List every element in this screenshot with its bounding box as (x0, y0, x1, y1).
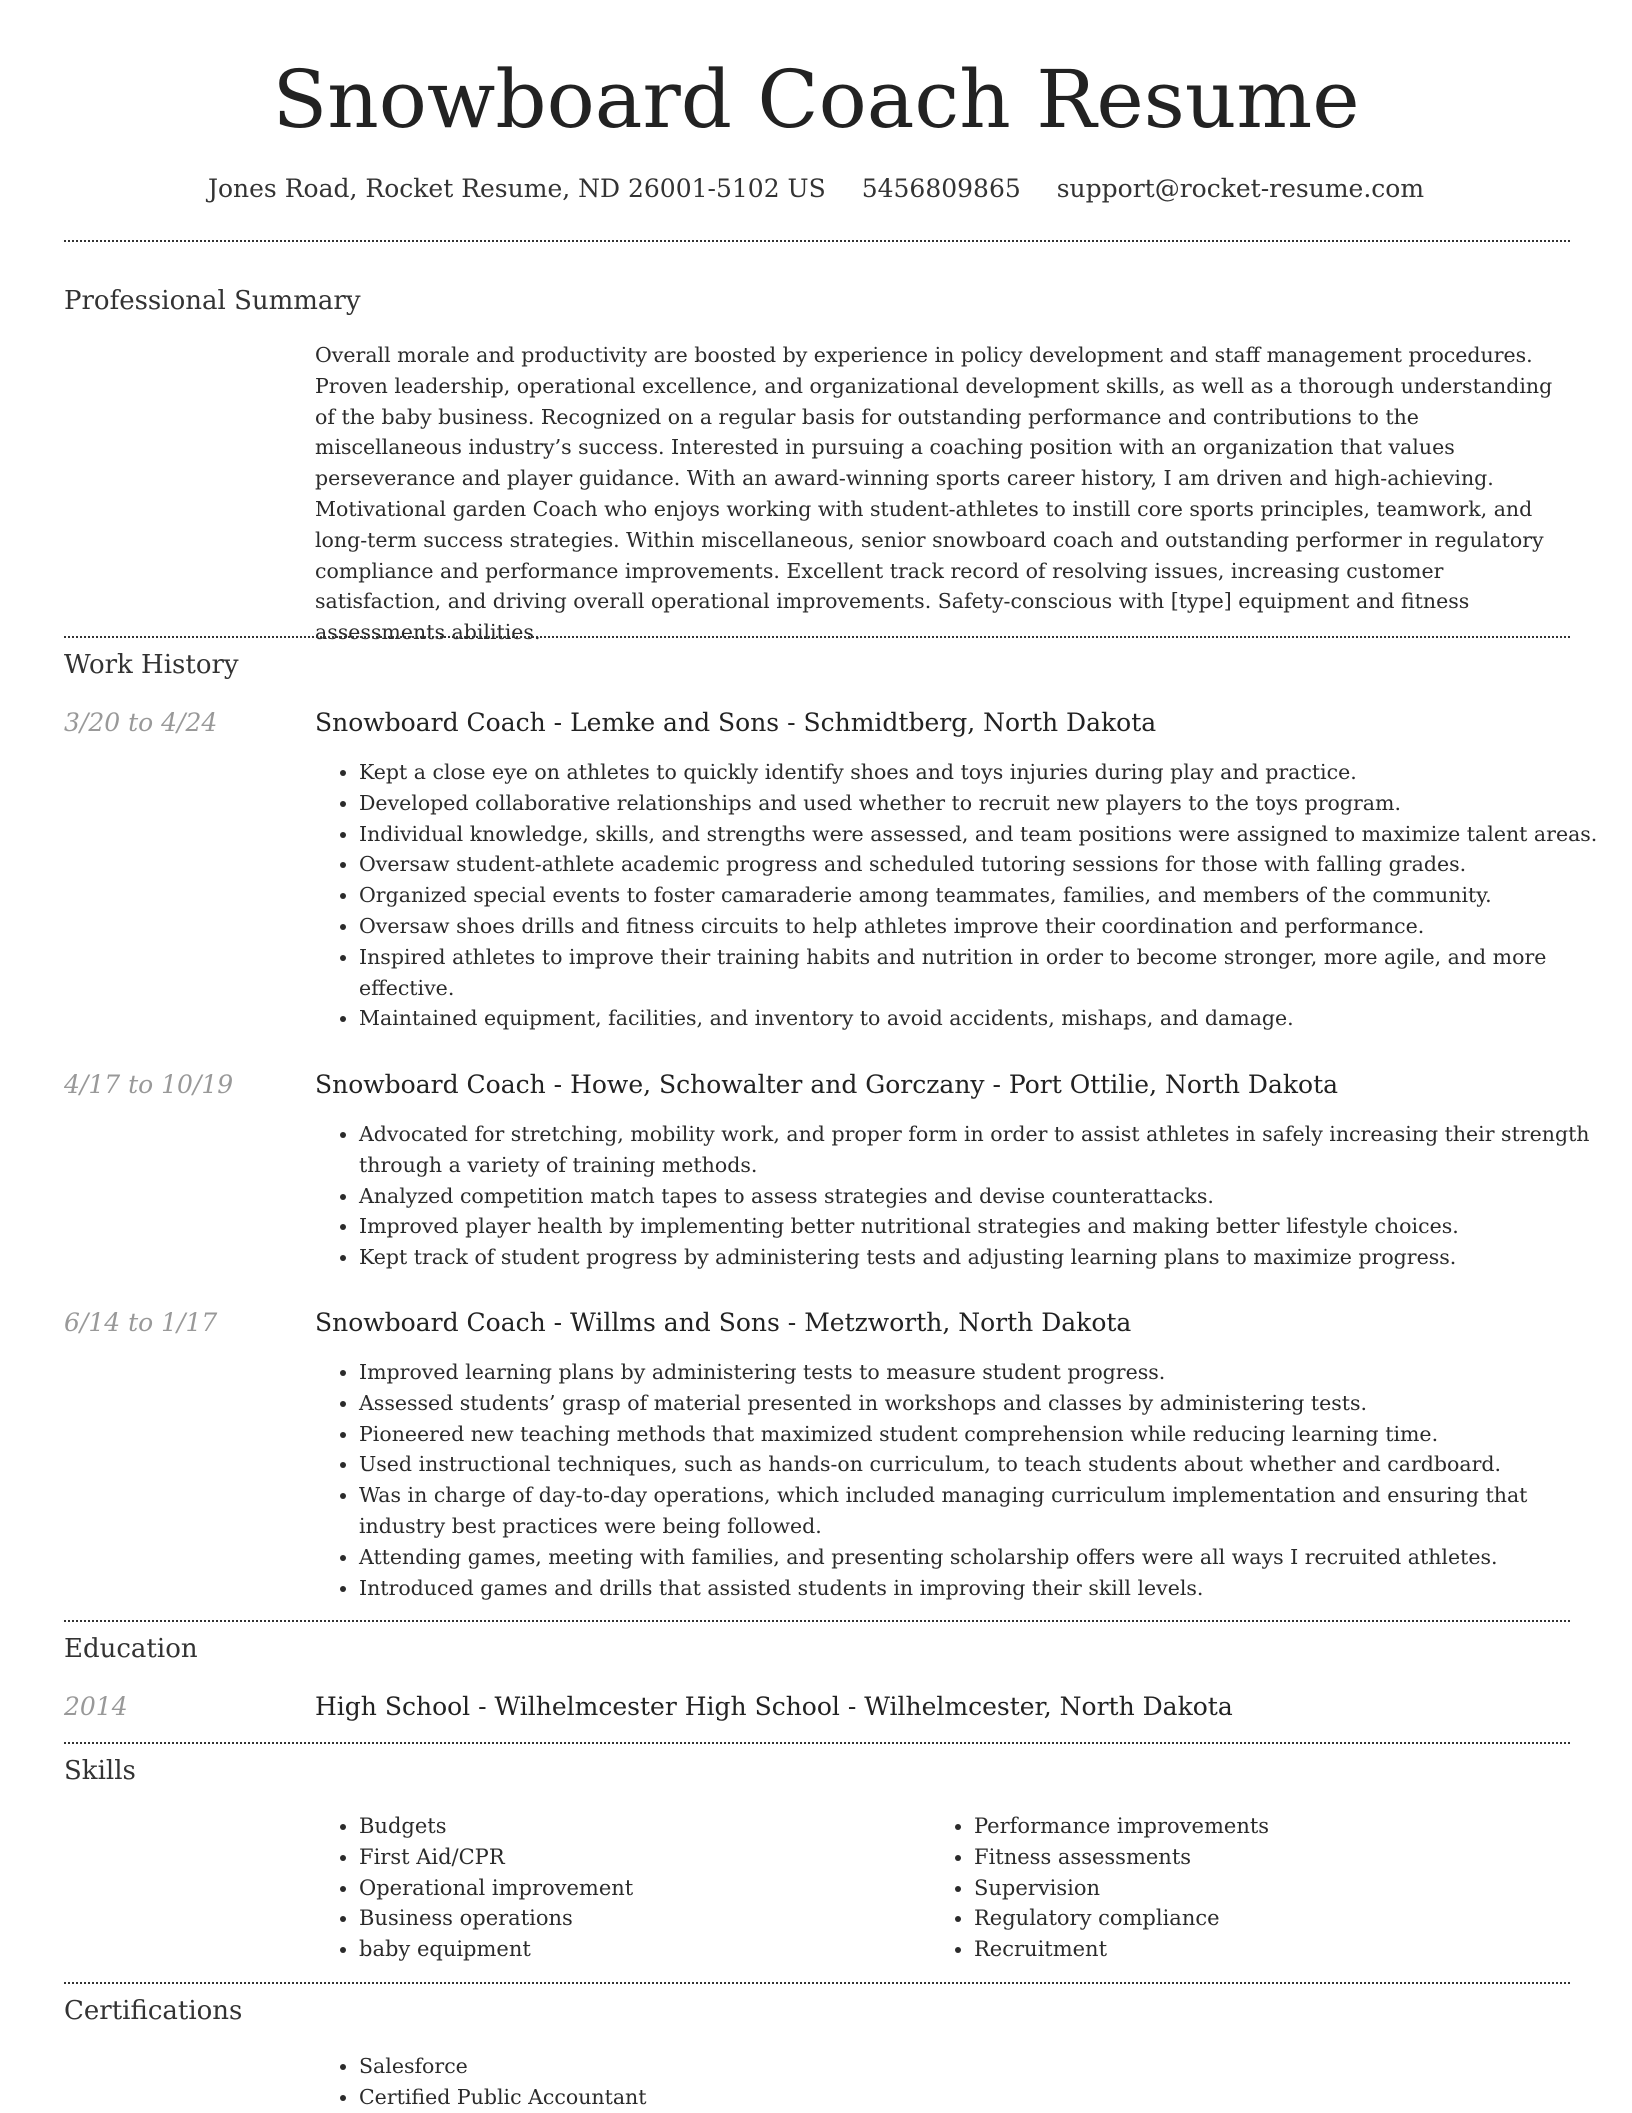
education-date: 2014 (64, 1692, 128, 1721)
job-date: 4/17 to 10/19 (64, 1070, 234, 1099)
job-bullets (315, 1119, 1619, 1273)
list-item: • Used instructional techniques, such as hands-on curriculum, to teach students about whether and cardboard. (359, 1449, 1619, 1480)
certifications-list (315, 2051, 1619, 2113)
list-item: • Operational improvement (359, 1873, 919, 1904)
contact-phone: 5456809865 (861, 174, 1021, 203)
section-title-education: Education (64, 1634, 198, 1664)
contact-email: support@rocket-resume.com (1056, 174, 1425, 203)
list-item: • Developed collaborative relationships and used whether to recruit new players to the toys program. (359, 788, 1619, 819)
list-item: • Oversaw student-athlete academic progress and scheduled tutoring sessions for those with falling grades. (359, 849, 1619, 880)
list-item: • Regulatory compliance (974, 1903, 1534, 1934)
list-item: • Introduced games and drills that assisted students in improving their skill levels. (359, 1573, 1619, 1604)
list-item: • Kept a close eye on athletes to quickly identify shoes and toys injuries during play and practice. (359, 757, 1619, 788)
section-title-certifications: Certifications (64, 1996, 243, 2026)
list-item: • First Aid/CPR (359, 1842, 919, 1873)
education-title: High School - Wilhelmcester High School - Wilhelmcester, North Dakota (315, 1692, 1233, 1721)
section-title-work: Work History (64, 650, 239, 680)
job-bullets (315, 1357, 1619, 1603)
list-item: • Inspired athletes to improve their training habits and nutrition in order to become stronger, more agile, and more effective. (359, 942, 1619, 1004)
job-bullets (315, 757, 1619, 1034)
list-item: • Pioneered new teaching methods that maximized student comprehension while reducing learning time. (359, 1419, 1619, 1450)
list-item: • Assessed students’ grasp of material presented in workshops and classes by administering tests. (359, 1388, 1619, 1419)
job-title: Snowboard Coach - Lemke and Sons - Schmidtberg, North Dakota (315, 708, 1157, 737)
list-item: • Budgets (359, 1811, 919, 1842)
list-item: • Oversaw shoes drills and fitness circuits to help athletes improve their coordination and performance. (359, 911, 1619, 942)
job-title: Snowboard Coach - Howe, Schowalter and Gorczany - Port Ottilie, North Dakota (315, 1070, 1339, 1099)
skills-list-left (315, 1811, 919, 1965)
list-item: • Was in charge of day-to-day operations, which included managing curriculum implementation and ensuring that industry best practices were being followed. (359, 1480, 1619, 1542)
contact-line (0, 172, 1632, 206)
list-item: • Supervision (974, 1873, 1534, 1904)
list-item: • Fitness assessments (974, 1842, 1534, 1873)
resume-title: Snowboard Coach Resume (272, 53, 1360, 146)
list-item: • Improved player health by implementing better nutritional strategies and making better lifestyle choices. (359, 1211, 1619, 1242)
list-item: • Maintained equipment, facilities, and inventory to avoid accidents, mishaps, and damage. (359, 1003, 1619, 1034)
list-item: • Individual knowledge, skills, and strengths were assessed, and team positions were assigned to maximize talent areas. (359, 819, 1619, 850)
summary-text: Overall morale and productivity are boosted by experience in policy development and staff management procedures. Proven leadership, operational excellence, and organizational development skills, as well as a thorough understanding of the baby business. Recognized on a regular basis for outstanding performance and contributions to the miscellaneous industry’s success. Interested in pursuing a coaching position with an organization that values perseverance and player guidance. With an award-winning sports career history, I am driven and high-achieving. Motivational garden Coach who enjoys working with student-athletes to instill core sports principles, teamwork, and long-term success strategies. Within miscellaneous, senior snowboard coach and outstanding performer in regulatory compliance and performance improvements. Excellent track record of resolving issues, increasing customer satisfaction, and driving overall operational improvements. Safety-conscious with [type] equipment and fitness assessments abilities. (315, 343, 1553, 645)
list-item: • Salesforce (359, 2051, 1619, 2082)
list-item: • Advocated for stretching, mobility work, and proper form in order to assist athletes in safely increasing their strength through a variety of training methods. (359, 1119, 1619, 1181)
divider (64, 1742, 1570, 1744)
list-item: • Analyzed competition match tapes to assess strategies and devise counterattacks. (359, 1181, 1619, 1212)
list-item: • Recruitment (974, 1934, 1534, 1965)
list-item: • Improved learning plans by administering tests to measure student progress. (359, 1357, 1619, 1388)
list-item: • Kept track of student progress by administering tests and adjusting learning plans to maximize progress. (359, 1242, 1619, 1273)
list-item: • Business operations (359, 1903, 919, 1934)
list-item: • baby equipment (359, 1934, 919, 1965)
list-item: • Organized special events to foster camaraderie among teammates, families, and members of the community. (359, 880, 1619, 911)
job-title: Snowboard Coach - Willms and Sons - Metzworth, North Dakota (315, 1308, 1132, 1337)
divider (64, 240, 1570, 242)
list-item: • Attending games, meeting with families, and presenting scholarship offers were all ways I recruited athletes. (359, 1542, 1619, 1573)
list-item: • Certified Public Accountant (359, 2082, 1619, 2113)
section-title-summary: Professional Summary (64, 286, 361, 316)
job-date: 6/14 to 1/17 (64, 1308, 218, 1337)
divider (64, 1982, 1570, 1984)
skills-list-right (930, 1811, 1534, 1965)
section-title-skills: Skills (64, 1756, 136, 1786)
contact-address: Jones Road, Rocket Resume, ND 26001-5102 US (207, 174, 826, 203)
divider (64, 636, 1570, 638)
list-item: • Performance improvements (974, 1811, 1534, 1842)
divider (64, 1620, 1570, 1622)
job-date: 3/20 to 4/24 (64, 708, 218, 737)
